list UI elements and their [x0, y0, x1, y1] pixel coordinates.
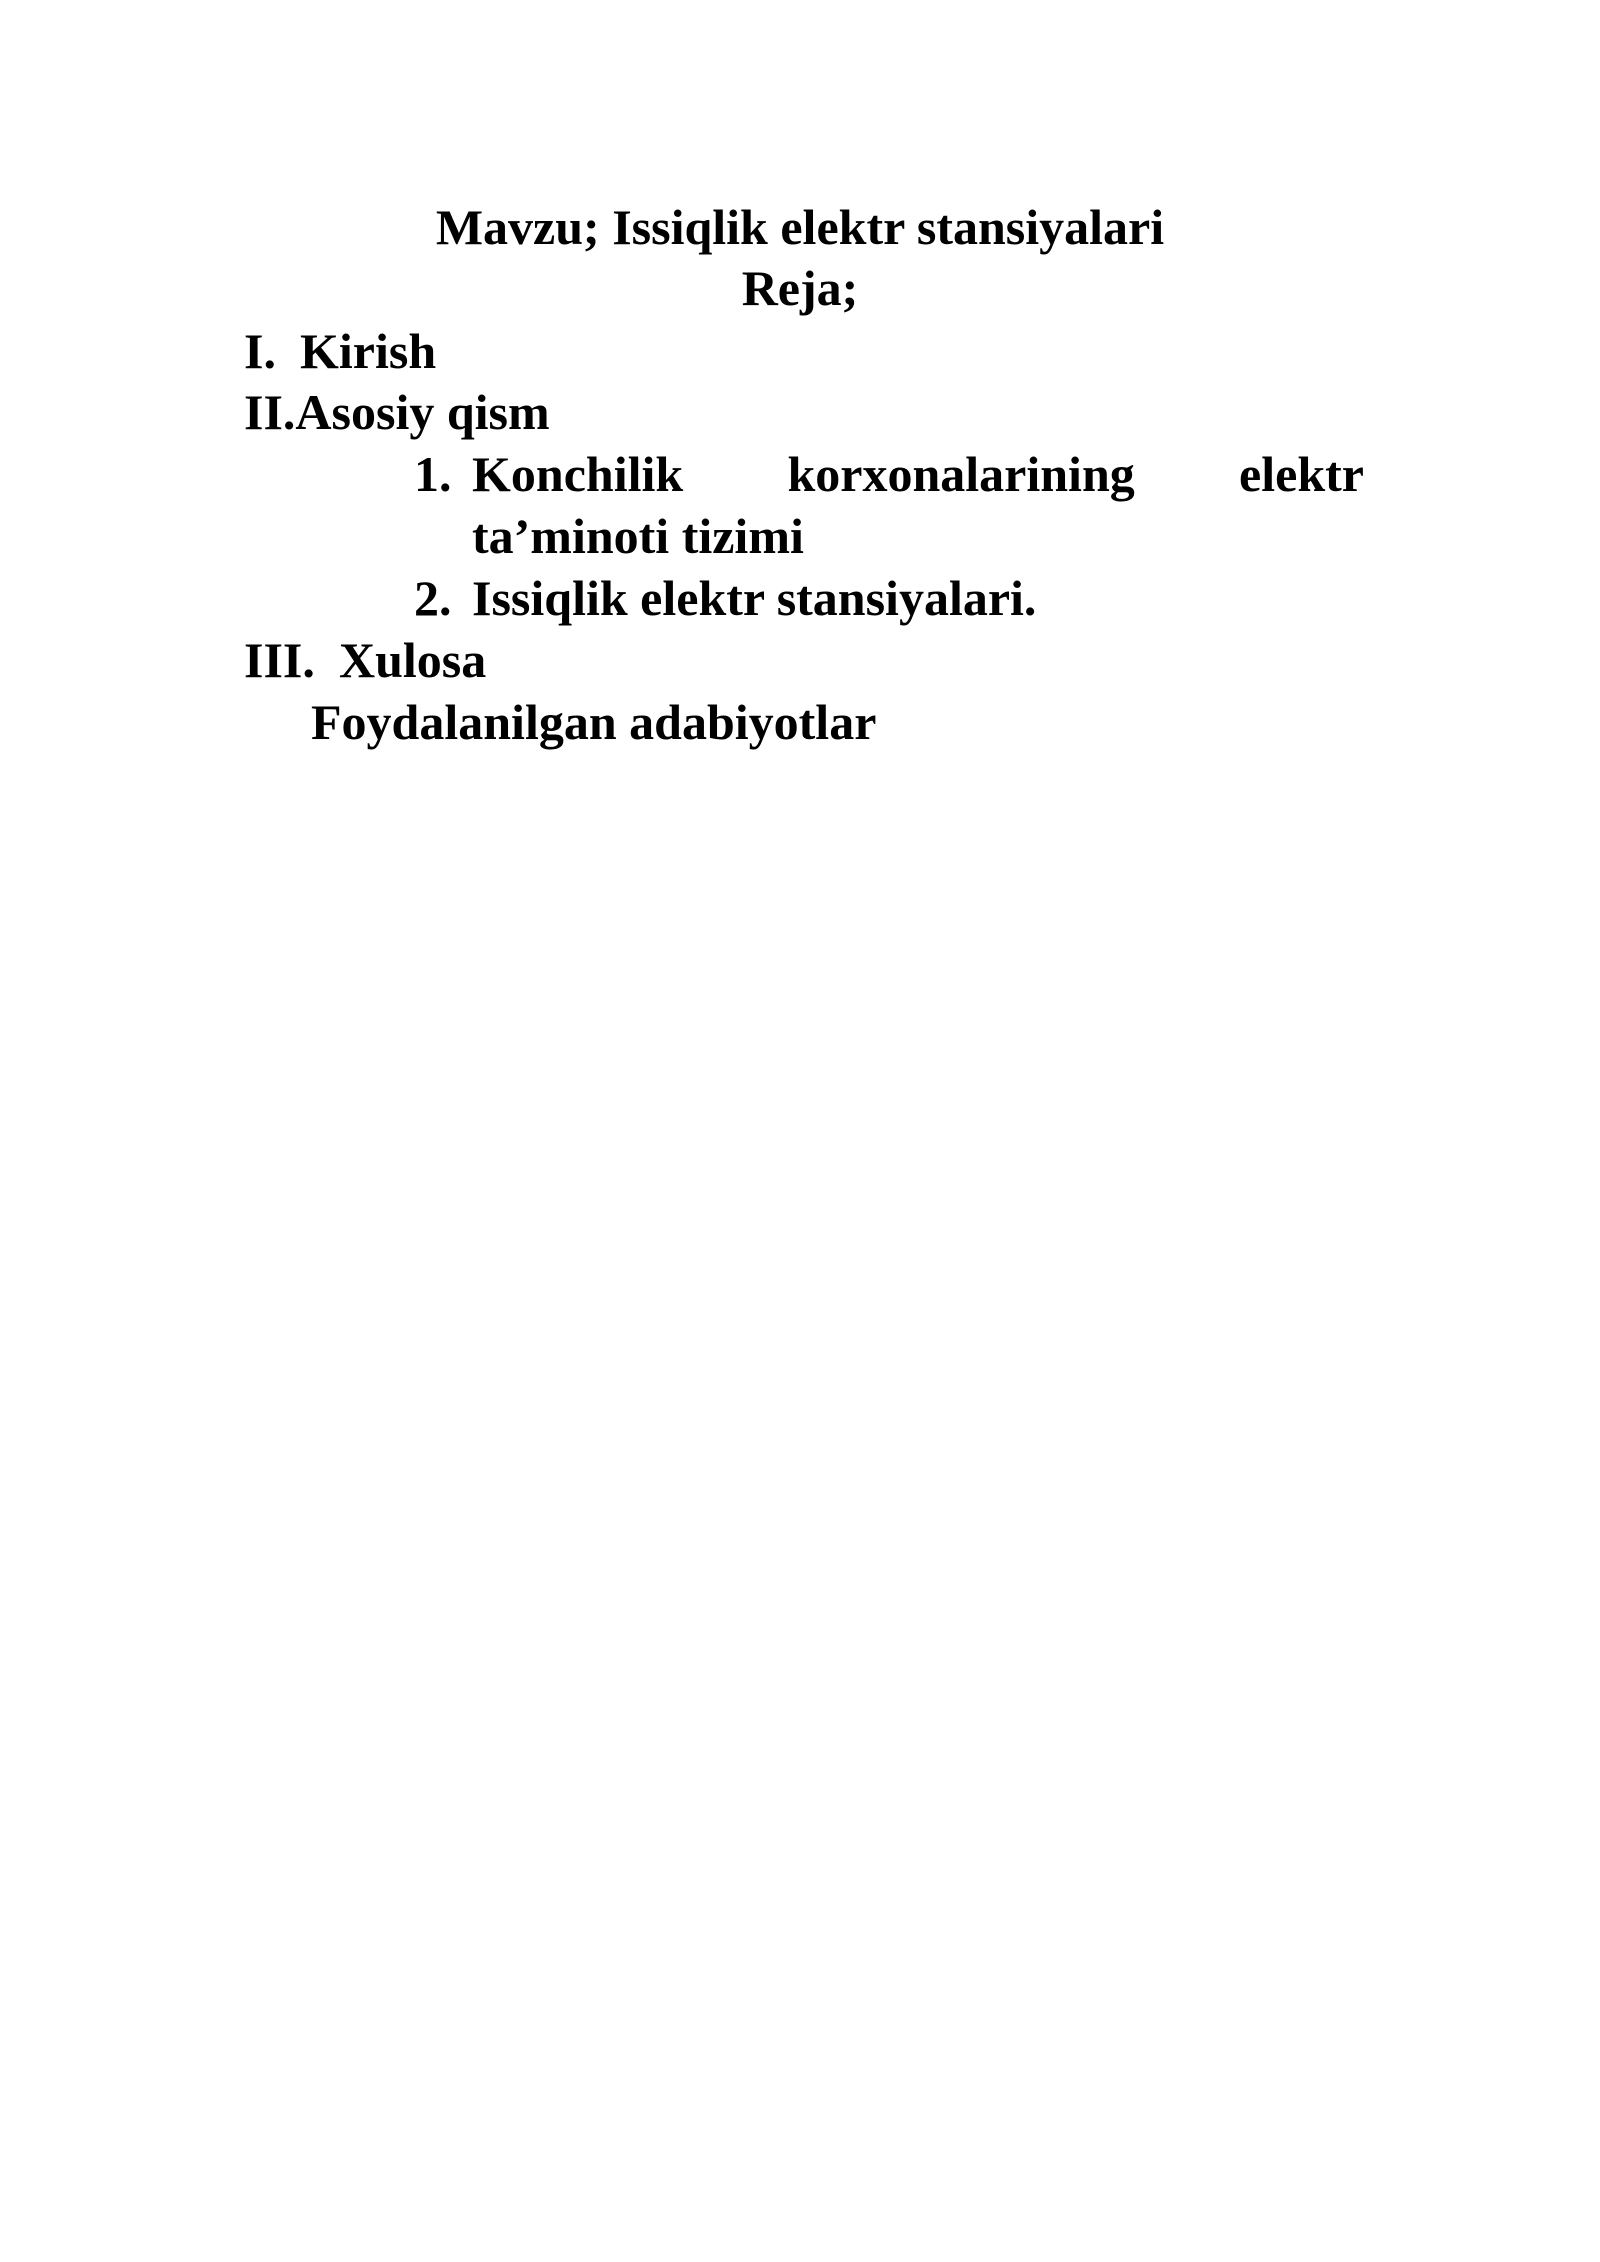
outline-item-main-part — [244, 381, 550, 443]
plan-heading: Reja; — [741, 260, 859, 316]
outline-word: Konchilik — [472, 446, 684, 502]
outline-label: Issiqlik elektr stansiyalari. — [472, 570, 1037, 626]
outline-label: Asosiy qism — [295, 384, 550, 440]
outline-subitem-2 — [414, 567, 1036, 629]
outline-number: 2. — [414, 570, 452, 626]
outline-label: Xulosa — [339, 632, 487, 688]
references-heading: Foydalanilgan adabiyotlar — [311, 694, 877, 750]
outline-number: III. — [244, 632, 315, 688]
outline-word: korxonalarining — [787, 446, 1135, 502]
outline-number: 1. — [414, 446, 452, 502]
outline-item-conclusion — [244, 629, 486, 691]
outline-item-introduction — [244, 320, 436, 382]
subitem-number-and-first-word — [414, 443, 683, 505]
page-title: Mavzu; Issiqlik elektr stansiyalari — [435, 199, 1165, 255]
outline-subitem-1 — [414, 443, 1364, 505]
outline-subitem-1-continuation: ta’minoti tizimi — [472, 508, 804, 564]
outline-number: II. — [244, 384, 296, 440]
outline-word: elektr — [1239, 446, 1364, 502]
outline-number: I. — [244, 323, 276, 379]
outline-label: Kirish — [300, 323, 437, 379]
